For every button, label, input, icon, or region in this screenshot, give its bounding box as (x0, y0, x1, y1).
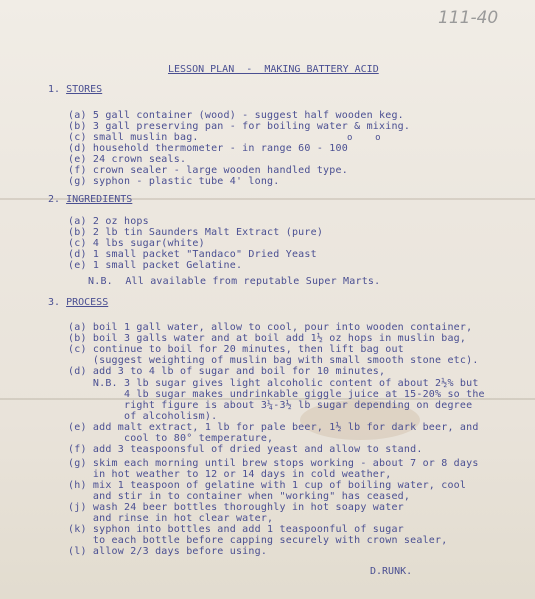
list-item: N.B. 3 lb sugar gives light alcoholic content of about 2½% but (68, 378, 479, 389)
list-item: (j) wash 24 beer bottles thoroughly in hot soapy water (68, 502, 404, 513)
list-item: (d) household thermometer - in range 60 - 100 (68, 143, 348, 154)
signature: D.RUNK. (370, 566, 413, 577)
ingredients-note: N.B. All available from reputable Super Marts. (88, 276, 381, 287)
list-item: (b) 2 lb tin Saunders Malt Extract (pure) (68, 227, 324, 238)
list-item: right figure is about 3¼-3½ lb sugar depending on degree (68, 400, 473, 411)
list-item: (c) continue to boil for 20 minutes, then lift bag out (68, 344, 404, 355)
list-item: cool to 80° temperature, (68, 433, 274, 444)
list-item: 4 lb sugar makes undrinkable giggle juice at 15-20% so the (68, 389, 485, 400)
list-item: and rinse in hot clear water, (68, 513, 274, 524)
list-item: (g) skim each morning until brew stops working - about 7 or 8 days (68, 458, 479, 469)
list-item: to each bottle before capping securely with crown sealer, (68, 535, 448, 546)
page-title: LESSON PLAN - MAKING BATTERY ACID (168, 64, 379, 75)
list-item: (f) crown sealer - large wooden handled type. (68, 165, 348, 176)
section-title: INGREDIENTS (66, 194, 133, 205)
list-item: (d) 1 small packet "Tandaco" Dried Yeast (68, 249, 317, 260)
list-item: (b) boil 3 galls water and at boil add 1½ oz hops in muslin bag, (68, 333, 467, 344)
stores-heading (48, 84, 102, 95)
list-item: (a) boil 1 gall water, allow to cool, pour into wooden container, (68, 322, 473, 333)
list-item: (l) allow 2/3 days before using. (68, 546, 268, 557)
list-item: (a) 2 oz hops (68, 216, 149, 227)
list-item: (e) 1 small packet Gelatine. (68, 260, 243, 271)
section-title: PROCESS (66, 297, 109, 308)
list-item: (c) small muslin bag. (68, 132, 199, 143)
list-item: of alcoholism). (68, 411, 218, 422)
list-item: (h) mix 1 teaspoon of gelatine with 1 cup of boiling water, cool (68, 480, 467, 491)
list-item: (c) 4 lbs sugar(white) (68, 238, 205, 249)
list-item: (k) syphon into bottles and add 1 teaspoonful of sugar (68, 524, 404, 535)
ingredients-heading (48, 194, 132, 205)
list-item: (suggest weighting of muslin bag with small smooth stone etc). (68, 355, 479, 366)
reference-number: 111-40 (438, 8, 499, 28)
list-item: (d) add 3 to 4 lb of sugar and boil for 10 minutes, (68, 366, 386, 377)
list-item: (b) 3 gall preserving pan - for boiling water & mixing. (68, 121, 411, 132)
list-item: (g) syphon - plastic tube 4' long. (68, 176, 280, 187)
list-item: in hot weather to 12 or 14 days in cold weather, (68, 469, 392, 480)
process-heading (48, 297, 108, 308)
degree-marks: o o (347, 133, 381, 143)
list-item: (e) 24 crown seals. (68, 154, 187, 165)
list-item: and stir in to container when "working" has ceased, (68, 491, 411, 502)
section-number: 1. (48, 84, 61, 95)
list-item: (e) add malt extract, 1 lb for pale beer, 1½ lb for dark beer, and (68, 422, 479, 433)
list-item: (a) 5 gall container (wood) - suggest half wooden keg. (68, 110, 404, 121)
list-item: (f) add 3 teaspoonsful of dried yeast and allow to stand. (68, 444, 423, 455)
section-number: 3. (48, 297, 61, 308)
section-title: STORES (66, 84, 103, 95)
section-number: 2. (48, 194, 61, 205)
